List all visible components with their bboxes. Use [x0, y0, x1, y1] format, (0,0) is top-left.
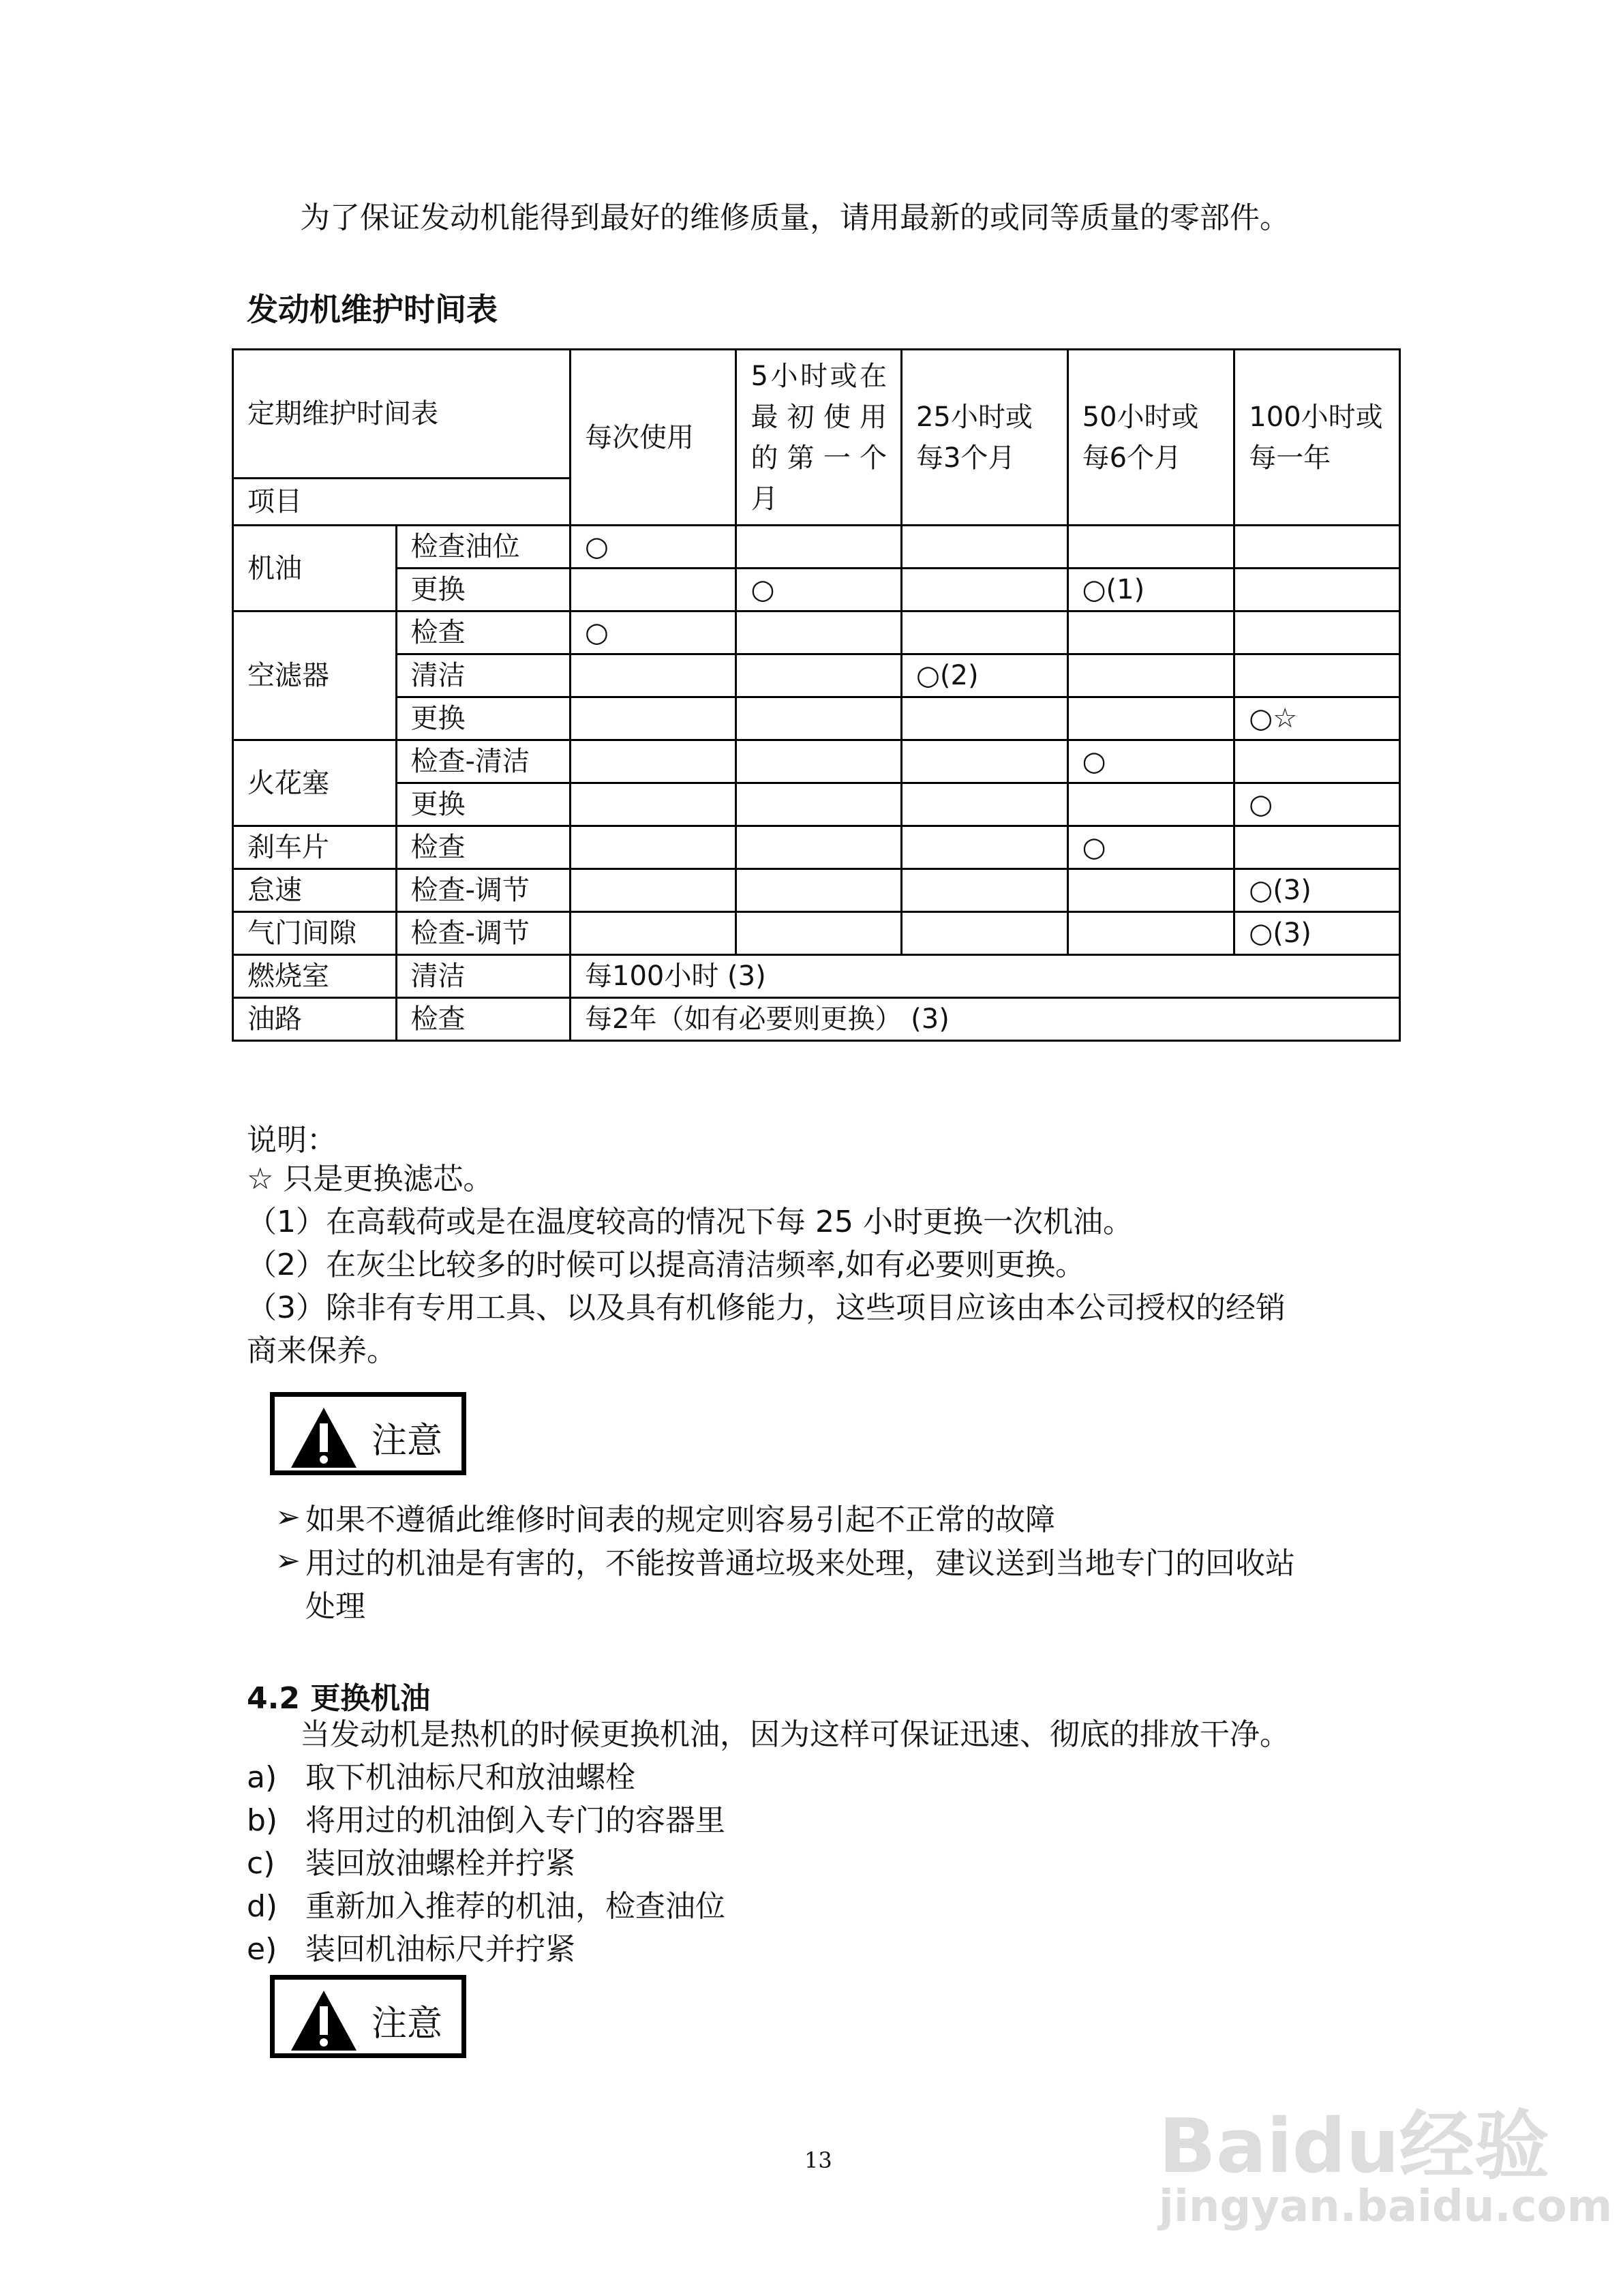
notes-title: 说明： — [247, 1123, 337, 1158]
schedule-cell — [736, 912, 902, 955]
task-name: 清洁 — [396, 955, 571, 998]
note-item: （2）在灰尘比较多的时候可以提高清洁频率,如有必要则更换。 — [247, 1248, 1085, 1282]
caution-label: 注意 — [371, 2004, 443, 2044]
item-name: 空滤器 — [233, 611, 397, 740]
table-row — [233, 912, 1400, 955]
table-row — [233, 998, 1400, 1041]
schedule-cell — [736, 826, 902, 869]
schedule-cell — [1067, 783, 1234, 826]
table-row — [233, 955, 1400, 998]
arrow-bullet-icon: ➢ — [275, 1500, 301, 1535]
note-item: 商来保养。 — [247, 1333, 397, 1368]
schedule-cell — [736, 869, 902, 912]
section-intro: 当发动机是热机的时候更换机油，因为这样可保证迅速、彻底的排放干净。 — [300, 1717, 1290, 1752]
step-label: c) — [247, 1846, 275, 1881]
warning-triangle-icon — [290, 1989, 358, 2052]
schedule-cell — [571, 697, 736, 740]
schedule-cell — [901, 569, 1067, 611]
header-schedule: 定期维护时间表 — [233, 350, 571, 479]
schedule-cell — [1234, 826, 1400, 869]
item-name: 怠速 — [233, 869, 397, 912]
schedule-cell — [901, 869, 1067, 912]
schedule-cell: ○ — [1067, 740, 1234, 783]
schedule-cell — [901, 826, 1067, 869]
task-name: 清洁 — [396, 654, 571, 697]
schedule-cell — [736, 740, 902, 783]
schedule-cell — [1234, 569, 1400, 611]
note-item: ☆ 只是更换滤芯。 — [247, 1162, 494, 1196]
step-label: b) — [247, 1803, 278, 1838]
col-header: 50小时或每6个月 — [1067, 350, 1234, 526]
schedule-cell: ○(3) — [1234, 869, 1400, 912]
col-header: 5小时或在最初使用的第一个月 — [736, 350, 902, 526]
schedule-cell — [901, 912, 1067, 955]
schedule-cell: ○ — [571, 611, 736, 654]
task-name: 检查-调节 — [396, 869, 571, 912]
intro-text: 为了保证发动机能得到最好的维修质量，请用最新的或同等质量的零部件。 — [300, 200, 1290, 235]
warning-item: 处理 — [305, 1589, 365, 1624]
schedule-cell: ○(2) — [901, 654, 1067, 697]
schedule-cell: ○ — [1067, 826, 1234, 869]
schedule-cell — [571, 869, 736, 912]
schedule-cell — [571, 654, 736, 697]
baidu-watermark-logo: Baidu经验 — [1159, 2102, 1549, 2190]
col-header: 每次使用 — [571, 350, 736, 526]
schedule-cell — [571, 912, 736, 955]
schedule-cell — [1067, 697, 1234, 740]
schedule-cell — [736, 783, 902, 826]
task-name: 更换 — [396, 569, 571, 611]
baidu-watermark-url: jingyan.baidu.com — [1159, 2181, 1613, 2232]
task-name: 检查 — [396, 611, 571, 654]
table-row — [233, 869, 1400, 912]
maintenance-schedule-table — [232, 348, 1401, 1042]
task-name: 检查 — [396, 826, 571, 869]
schedule-cell — [1067, 869, 1234, 912]
caution-label: 注意 — [371, 1421, 443, 1462]
step-text: 重新加入推荐的机油，检查油位 — [305, 1889, 725, 1924]
schedule-cell — [571, 740, 736, 783]
schedule-cell — [1234, 654, 1400, 697]
schedule-cell — [901, 697, 1067, 740]
section-title: 4.2 更换机油 — [247, 1681, 431, 1716]
step-label: e) — [247, 1932, 277, 1967]
task-name: 检查-清洁 — [396, 740, 571, 783]
schedule-cell — [1234, 526, 1400, 569]
warning-triangle-icon — [290, 1406, 358, 1469]
table-row — [233, 654, 1400, 697]
task-name: 检查-调节 — [396, 912, 571, 955]
task-name: 更换 — [396, 697, 571, 740]
task-name: 更换 — [396, 783, 571, 826]
step-text: 装回机油标尺并拧紧 — [305, 1932, 575, 1967]
step-text: 装回放油螺栓并拧紧 — [305, 1846, 575, 1881]
header-item: 项目 — [233, 479, 571, 526]
caution-box — [270, 1392, 466, 1475]
table-row — [233, 569, 1400, 611]
step-text: 取下机油标尺和放油螺栓 — [305, 1760, 635, 1795]
span-cell: 每2年（如有必要则更换） (3) — [571, 998, 1400, 1041]
task-name: 检查油位 — [396, 526, 571, 569]
schedule-cell: ○ — [736, 569, 902, 611]
col-header: 25小时或每3个月 — [901, 350, 1067, 526]
schedule-cell — [736, 611, 902, 654]
schedule-cell — [901, 740, 1067, 783]
schedule-cell — [571, 826, 736, 869]
schedule-cell: ○(3) — [1234, 912, 1400, 955]
note-item: （1）在高载荷或是在温度较高的情况下每 25 小时更换一次机油。 — [247, 1205, 1133, 1239]
schedule-cell — [901, 526, 1067, 569]
table-title: 发动机维护时间表 — [247, 291, 498, 328]
schedule-cell — [1067, 912, 1234, 955]
table-row — [233, 697, 1400, 740]
task-name: 检查 — [396, 998, 571, 1041]
schedule-cell — [571, 783, 736, 826]
caution-box — [270, 1975, 466, 2058]
schedule-cell — [736, 526, 902, 569]
table-row — [233, 826, 1400, 869]
item-name: 刹车片 — [233, 826, 397, 869]
schedule-cell — [1067, 654, 1234, 697]
schedule-cell — [1234, 611, 1400, 654]
schedule-cell — [736, 654, 902, 697]
table-row — [233, 611, 1400, 654]
item-name: 机油 — [233, 526, 397, 611]
schedule-cell — [1234, 740, 1400, 783]
col-header: 100小时或每一年 — [1234, 350, 1400, 526]
schedule-cell — [1067, 611, 1234, 654]
table-row — [233, 740, 1400, 783]
schedule-cell: ○ — [1234, 783, 1400, 826]
schedule-cell — [571, 569, 736, 611]
table-row — [233, 783, 1400, 826]
schedule-cell — [736, 697, 902, 740]
step-label: a) — [247, 1760, 277, 1795]
item-name: 燃烧室 — [233, 955, 397, 998]
warning-item: 如果不遵循此维修时间表的规定则容易引起不正常的故障 — [305, 1502, 1055, 1537]
note-item: （3）除非有专用工具、以及具有机修能力，这些项目应该由本公司授权的经销 — [247, 1290, 1286, 1325]
item-name: 油路 — [233, 998, 397, 1041]
warning-item: 用过的机油是有害的，不能按普通垃圾来处理，建议送到当地专门的回收站 — [305, 1546, 1295, 1581]
item-name: 火花塞 — [233, 740, 397, 826]
schedule-cell: ○(1) — [1067, 569, 1234, 611]
step-label: d) — [247, 1889, 278, 1924]
span-cell: 每100小时 (3) — [571, 955, 1400, 998]
table-row — [233, 526, 1400, 569]
schedule-cell — [901, 611, 1067, 654]
schedule-cell — [901, 783, 1067, 826]
schedule-cell: ○ — [571, 526, 736, 569]
item-name: 气门间隙 — [233, 912, 397, 955]
arrow-bullet-icon: ➢ — [275, 1543, 301, 1578]
step-text: 将用过的机油倒入专门的容器里 — [305, 1803, 725, 1838]
schedule-cell — [1067, 526, 1234, 569]
page-number: 13 — [804, 2147, 832, 2173]
schedule-cell: ○☆ — [1234, 697, 1400, 740]
